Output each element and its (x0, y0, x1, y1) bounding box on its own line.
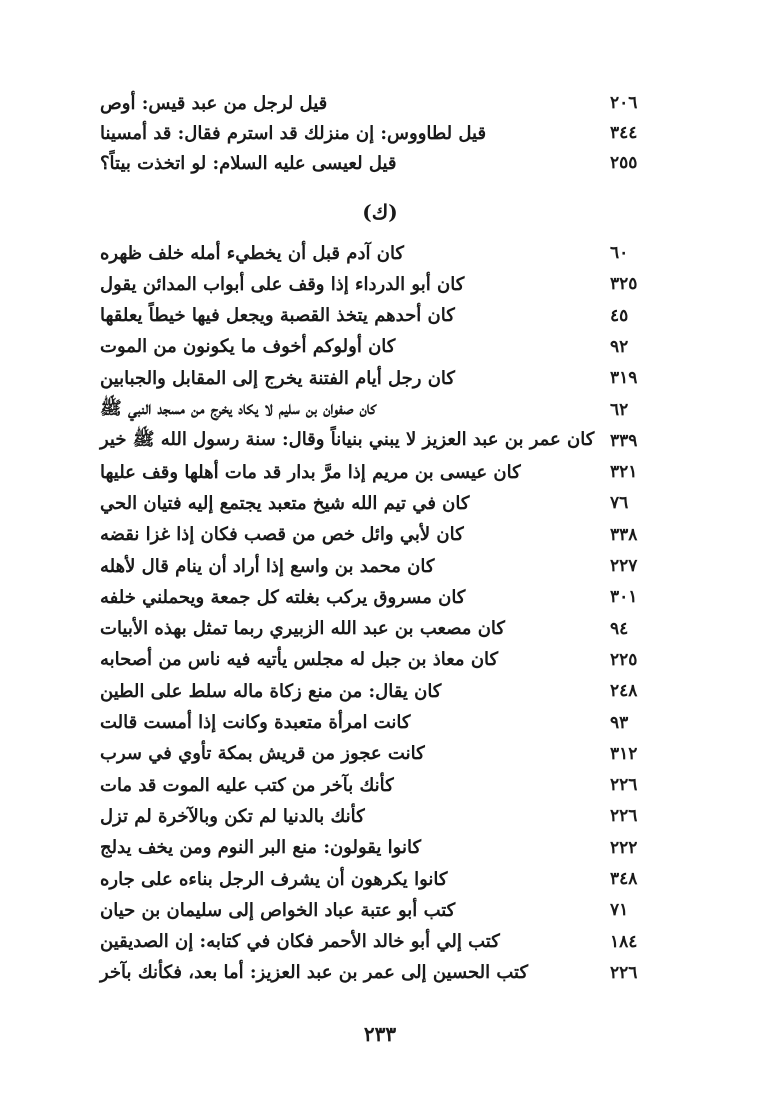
entry-page-number: ٣٢١ (610, 462, 638, 483)
index-entry (100, 833, 660, 863)
page-number: ٢٣٣ (363, 1022, 397, 1046)
entry-page-number: ٢٠٦ (610, 93, 638, 113)
entry-page-number: ٩٢ (610, 336, 629, 357)
entry-page-number: ٣١٩ (610, 368, 638, 389)
entry-page-number: ٢٢٧ (610, 556, 638, 576)
entry-page-number: ٣٤٤ (610, 123, 638, 143)
index-entry (100, 269, 660, 299)
index-entry (100, 488, 660, 518)
entry-page-number: ٣٠١ (610, 587, 638, 608)
entry-page-number: ٣١٢ (610, 743, 638, 764)
index-entry (100, 958, 660, 988)
entry-text: كانت امرأة متعبدة وكانت إذا أمست قالت (100, 712, 411, 733)
entry-page-number: ٢٢٢ (610, 837, 638, 858)
entry-text: كأنك بالدنيا لم تكن وبالآخرة لم تزل (100, 805, 365, 827)
index-entry (100, 395, 660, 425)
entry-text: كان عمر بن عبد العزيز لا يبني بنياناً وقال: سنة رسول الله ﷺ خير (100, 428, 595, 450)
entry-page-number: ٢٢٦ (610, 775, 638, 796)
entry-text: كان لأبي وائل خص من قصب فكان إذا غزا نقضه (100, 524, 464, 546)
entry-text: كانوا يقولون: منع البر النوم ومن يخف يدلج (100, 837, 422, 859)
entry-text: كان مصعب بن عبد الله الزبيري ربما تمثل بهذه الأبيات (100, 618, 505, 640)
entry-page-number: ٦٠ (610, 243, 629, 263)
entry-text: كان أولوكم أخوف ما يكونون من الموت (100, 336, 396, 358)
entry-text: كتب إلي أبو خالد الأحمر فكان في كتابه: إن الصديقين (100, 931, 500, 953)
index-entry (100, 520, 660, 550)
entry-text: كان معاذ بن جبل له مجلس يأتيه فيه ناس من أصحابه (100, 649, 499, 671)
index-entry (100, 88, 660, 118)
entry-text: كان رجل أيام الفتنة يخرج إلى المقابل والجبابين (100, 367, 455, 389)
entry-page-number: ٢٢٦ (610, 962, 638, 983)
entry-page-number: ٢٢٦ (610, 806, 638, 827)
entry-text: كان مسروق يركب بغلته كل جمعة ويحملني خلفه (100, 586, 466, 608)
index-entry (100, 708, 660, 738)
index-entry (100, 927, 660, 957)
index-entry (100, 614, 660, 644)
entry-text: كان آدم قبل أن يخطيء أمله خلف ظهره (100, 242, 405, 264)
index-entry (100, 426, 660, 456)
entry-text: كانت عجوز من قريش بمكة تأوي في سرب (100, 743, 425, 765)
entry-page-number: ٣٢٥ (610, 274, 638, 295)
index-entry (100, 457, 660, 487)
entry-page-number: ٩٣ (610, 712, 629, 733)
entry-text: كان عيسى بن مريم إذا مرَّ بدار قد مات أهلها وقف عليها (100, 461, 521, 483)
entry-text: كان صفوان بن سليم لا يكاد يخرج من مسجد النبي ﷺ (100, 397, 376, 419)
entry-text: كتب الحسين إلى عمر بن عبد العزيز: أما بعد، فكأنك بآخر (100, 962, 529, 984)
index-entry (100, 118, 660, 148)
index-entry (100, 332, 660, 362)
index-entry (100, 864, 660, 894)
index-entry (100, 551, 660, 581)
index-entry (100, 238, 660, 268)
entry-page-number: ٣٣٨ (610, 524, 638, 545)
entry-text: كانوا يكرهون أن يشرف الرجل بناءه على جاره (100, 868, 448, 890)
index-entry (100, 801, 660, 831)
entry-text: كان أبو الدرداء إذا وقف على أبواب المدائن يقول (100, 273, 465, 295)
entry-page-number: ٩٤ (610, 618, 629, 639)
entry-text: قيل لطاووس: إن منزلك قد استرم فقال: قد أمسينا (100, 122, 487, 144)
index-entry (100, 895, 660, 925)
entry-text: كأنك بآخر من كتب عليه الموت قد مات (100, 774, 394, 796)
entry-page-number: ٢٥٥ (610, 153, 638, 173)
index-entry (100, 301, 660, 331)
entry-page-number: ١٨٤ (610, 931, 638, 952)
entry-text: قيل لعيسى عليه السلام: لو اتخذت بيتاً؟ (100, 152, 397, 174)
entry-page-number: ٣٤٨ (610, 869, 638, 889)
entry-page-number: ٢٢٥ (610, 649, 638, 670)
index-entry (100, 582, 660, 612)
index-entry (100, 739, 660, 769)
index-entry (100, 148, 660, 178)
index-entry (100, 676, 660, 706)
entry-page-number: ٧١ (610, 900, 629, 921)
entry-page-number: ٢٤٨ (610, 681, 638, 702)
entry-text: كان في تيم الله شيخ متعبد يجتمع إليه فتيان الحي (100, 492, 470, 514)
entry-text: قيل لرجل من عبد قيس: أوص (100, 92, 328, 114)
section-header: (ك) (362, 200, 398, 224)
entry-page-number: ٧٦ (610, 493, 629, 514)
entry-page-number: ٤٥ (610, 305, 629, 326)
entry-text: كان يقال: من منع زكاة ماله سلط على الطين (100, 680, 442, 702)
entry-page-number: ٦٢ (610, 399, 629, 420)
entry-text: كان أحدهم يتخذ القصبة ويجعل فيها خيطاً يعلقها (100, 305, 455, 327)
entry-text: كان محمد بن واسع إذا أراد أن ينام قال لأهله (100, 555, 435, 577)
index-entry (100, 363, 660, 393)
entry-text: كتب أبو عتبة عباد الخواص إلى سليمان بن حيان (100, 899, 456, 921)
entry-page-number: ٣٣٩ (610, 430, 638, 451)
index-entry (100, 645, 660, 675)
index-entry (100, 770, 660, 800)
